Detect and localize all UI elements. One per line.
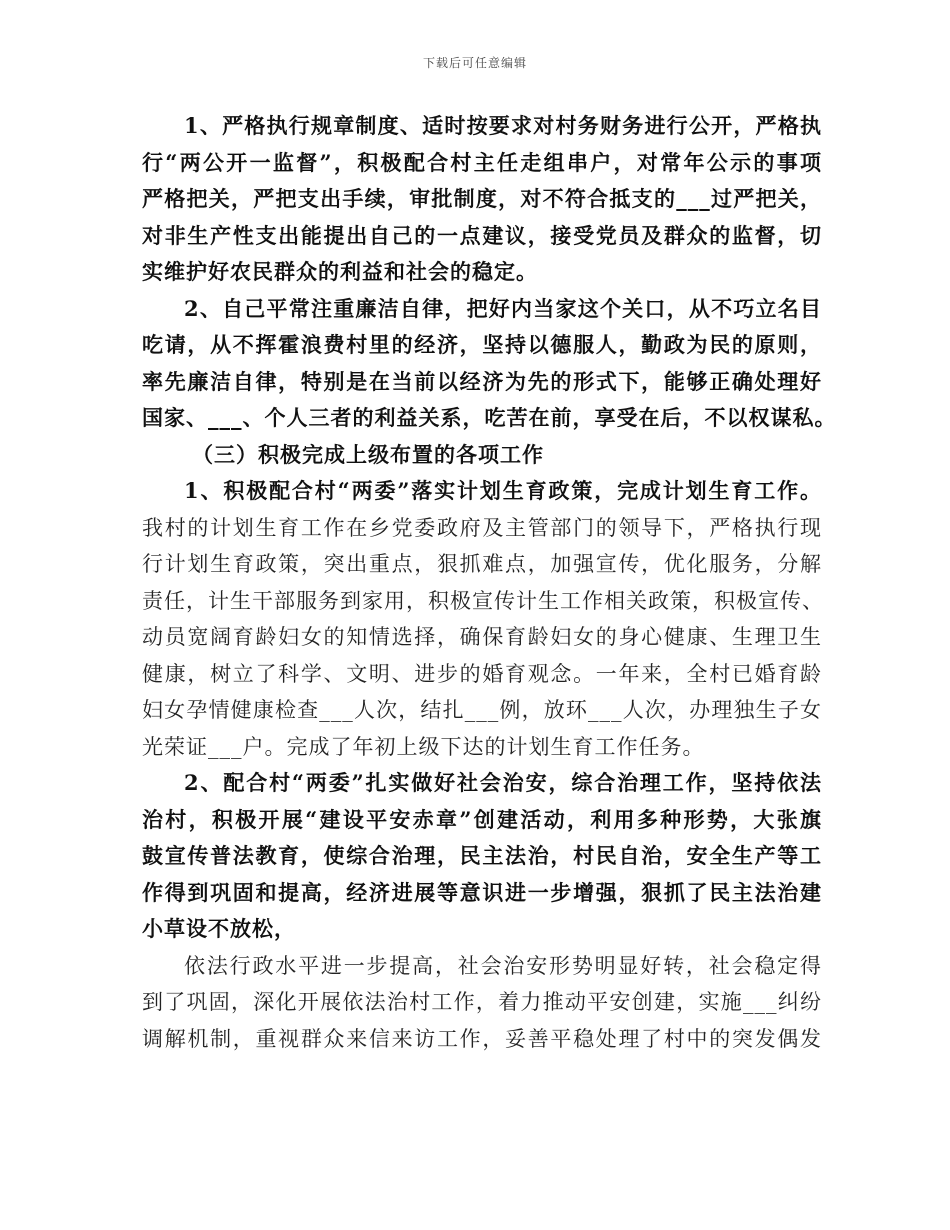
document-body <box>142 108 837 1057</box>
paragraph-5 <box>142 510 822 766</box>
paragraph-6 <box>142 765 822 948</box>
text-line: 光荣证___户。完成了年初上级下达的计划生育工作任务。 <box>142 734 705 759</box>
text-line: 对非生产性支出能提出自己的一点建议，接受党员及群众的监督，切 <box>142 222 822 248</box>
text-line: 2、自己平常注重廉洁自律，把好内当家这个关口，从不巧立名目 <box>184 295 822 321</box>
text-line: 吃请，从不挥霍浪费村里的经济，坚持以德服人，勤政为民的原则， <box>142 332 822 357</box>
text-line: 行计划生育政策，突出重点，狠抓难点，加强宣传，优化服务，分解 <box>142 552 822 576</box>
section-heading <box>142 437 822 474</box>
text-line: 实维护好农民群众的利益和社会的稳定。 <box>142 259 538 284</box>
text-line: 1、严格执行规章制度、适时按要求对村务财务进行公开，严格执 <box>184 113 822 138</box>
text-line: 严格把关，严把支出手续，审批制度，对不符合抵支的___过严把关， <box>142 186 822 211</box>
text-line: 治村，积极开展“建设平安赤章”创建活动，利用多种形势，大张旗 <box>142 806 822 832</box>
text-line: 2、配合村“两委”扎实做好社会治安，综合治理工作，坚持依法 <box>184 770 822 795</box>
text-line: 依法行政水平进一步提高，社会治安形势明显好转，社会稳定得 <box>184 953 822 978</box>
paragraph-4 <box>142 473 822 510</box>
paragraph-2 <box>142 291 837 437</box>
text-line: 责任，计生干部服务到家用，积极宣传计生工作相关政策，积极宣传、 <box>142 588 824 613</box>
text-line: 健康，树立了科学、文明、进步的婚育观念。一年来，全村已婚育龄 <box>142 661 822 686</box>
text-line: 率先廉洁自律，特别是在当前以经济为先的形式下，能够正确处理好 <box>142 368 822 394</box>
text-line: （三）积极完成上级布置的各项工作 <box>192 441 544 467</box>
text-line: 小草设不放松， <box>142 916 296 941</box>
text-line: 妇女孕情健康检查___人次，结扎___例，放环___人次，办理独生子女 <box>142 698 822 722</box>
text-line: 行“两公开一监督”，积极配合村主任走组串户，对常年公示的事项 <box>142 149 822 175</box>
text-line: 动员宽阔育龄妇女的知情选择，确保育龄妇女的身心健康、生理卫生 <box>142 625 822 649</box>
paragraph-1 <box>142 108 822 291</box>
page-header: 下载后可任意编辑 <box>422 56 527 70</box>
text-line: 国家、___、个人三者的利益关系，吃苦在前，享受在后，不以权谋私。 <box>142 405 837 430</box>
text-line: 我村的计划生育工作在乡党委政府及主管部门的领导下，严格执行现 <box>142 515 822 540</box>
paragraph-7 <box>142 948 822 1058</box>
text-line: 1、积极配合村“两委”落实计划生育政策，完成计划生育工作。 <box>184 478 822 503</box>
text-line: 鼓宣传普法教育，使综合治理，民主法治，村民自治，安全生产等工 <box>142 843 822 868</box>
text-line: 作得到巩固和提高，经济进展等意识进一步增强，狠抓了民主法治建 <box>142 879 822 905</box>
text-line: 到了巩固，深化开展依法治村工作，着力推动平安创建，实施___纠纷 <box>142 990 822 1014</box>
text-line: 调解机制，重视群众来信来访工作，妥善平稳处理了村中的突发偶发 <box>142 1026 822 1051</box>
